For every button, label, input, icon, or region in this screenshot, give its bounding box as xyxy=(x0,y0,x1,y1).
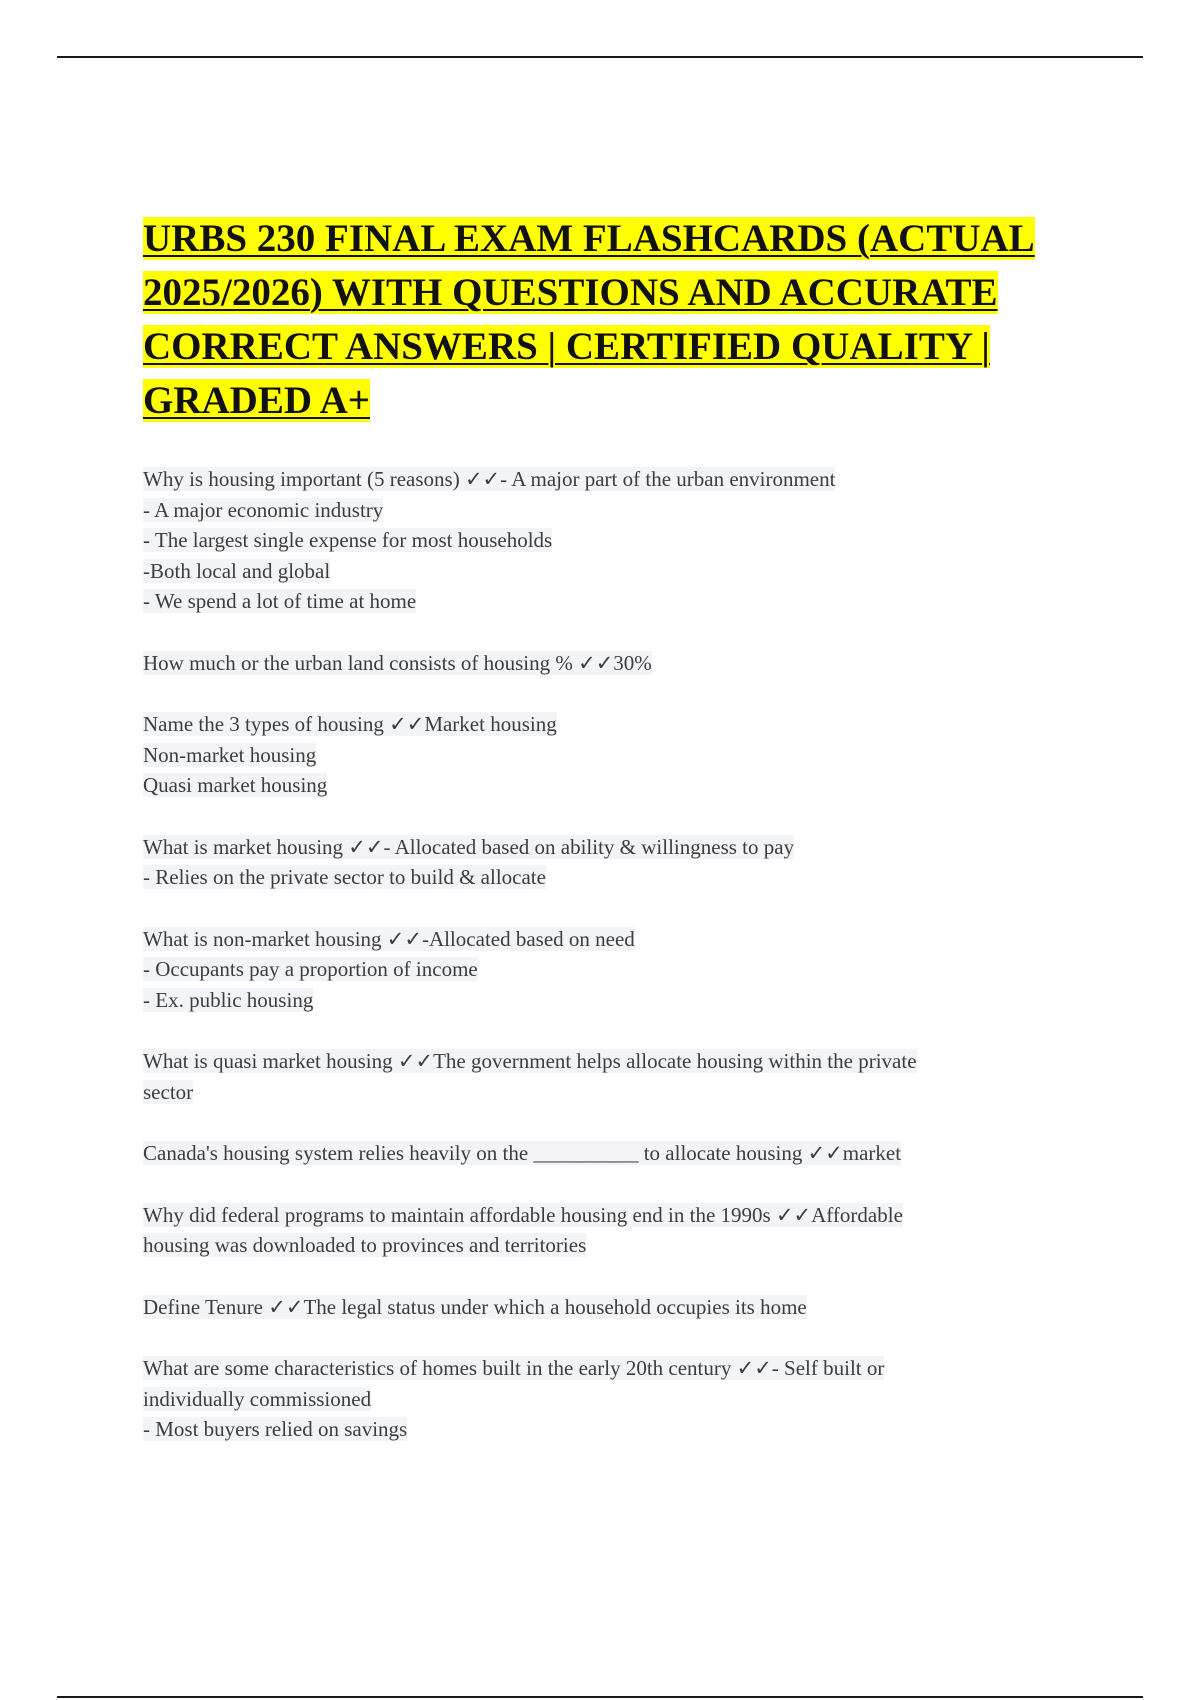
flashcard-line: sector xyxy=(143,1079,194,1104)
document-body xyxy=(143,212,1063,1476)
flashcard-line: Canada's housing system relies heavily on the __________ to allocate housing ✓✓market xyxy=(143,1141,902,1165)
flashcard xyxy=(143,1353,1063,1445)
flashcard xyxy=(143,709,1063,801)
top-rule xyxy=(57,56,1143,58)
flashcard-line: Non-market housing xyxy=(143,742,317,767)
flashcard-line: Quasi market housing xyxy=(143,773,328,797)
flashcard-line: What is non-market housing ✓✓-Allocated based on need xyxy=(143,926,635,951)
flashcard-line: What is quasi market housing ✓✓The government helps allocate housing within the private xyxy=(143,1049,917,1073)
flashcard-line: - A major economic industry xyxy=(143,497,384,522)
flashcard-line: -Both local and global xyxy=(143,558,331,583)
flashcard-line: housing was downloaded to provinces and territories xyxy=(143,1233,587,1257)
flashcard-line: Why did federal programs to maintain affordable housing end in the 1990s ✓✓Affordable xyxy=(143,1202,903,1227)
document-title: URBS 230 FINAL EXAM FLASHCARDS (ACTUAL 2025/2026) WITH QUESTIONS AND ACCURATE CORRECT ANSWERS | CERTIFIED QUALITY | GRADED A+ xyxy=(143,217,1035,422)
flashcard-line: How much or the urban land consists of housing % ✓✓30% xyxy=(143,650,652,675)
flashcard-line: What are some characteristics of homes built in the early 20th century ✓✓- Self built or xyxy=(143,1356,885,1380)
flashcard-line: individually commissioned xyxy=(143,1386,372,1411)
flashcard-line: - Ex. public housing xyxy=(143,987,314,1012)
flashcard xyxy=(143,1046,1063,1107)
flashcard xyxy=(143,924,1063,1016)
flashcard xyxy=(143,1292,1063,1323)
flashcard-line: What is market housing ✓✓- Allocated based on ability & willingness to pay xyxy=(143,834,795,859)
bottom-rule xyxy=(57,1696,1143,1698)
flashcard-line: Why is housing important (5 reasons) ✓✓- A major part of the urban environment xyxy=(143,467,836,491)
flashcard xyxy=(143,1138,1063,1169)
flashcard-line: Define Tenure ✓✓The legal status under which a household occupies its home xyxy=(143,1294,807,1319)
flashcard xyxy=(143,832,1063,893)
flashcard-line: - Relies on the private sector to build & allocate xyxy=(143,865,546,889)
flashcard-line: - We spend a lot of time at home xyxy=(143,589,417,613)
flashcard-line: Name the 3 types of housing ✓✓Market housing xyxy=(143,712,557,736)
flashcard-line: - Occupants pay a proportion of income xyxy=(143,957,478,981)
flashcard-line: - Most buyers relied on savings xyxy=(143,1417,408,1441)
flashcard-line: - The largest single expense for most households xyxy=(143,528,553,552)
flashcard xyxy=(143,464,1063,617)
flashcard xyxy=(143,648,1063,679)
flashcard xyxy=(143,1200,1063,1261)
